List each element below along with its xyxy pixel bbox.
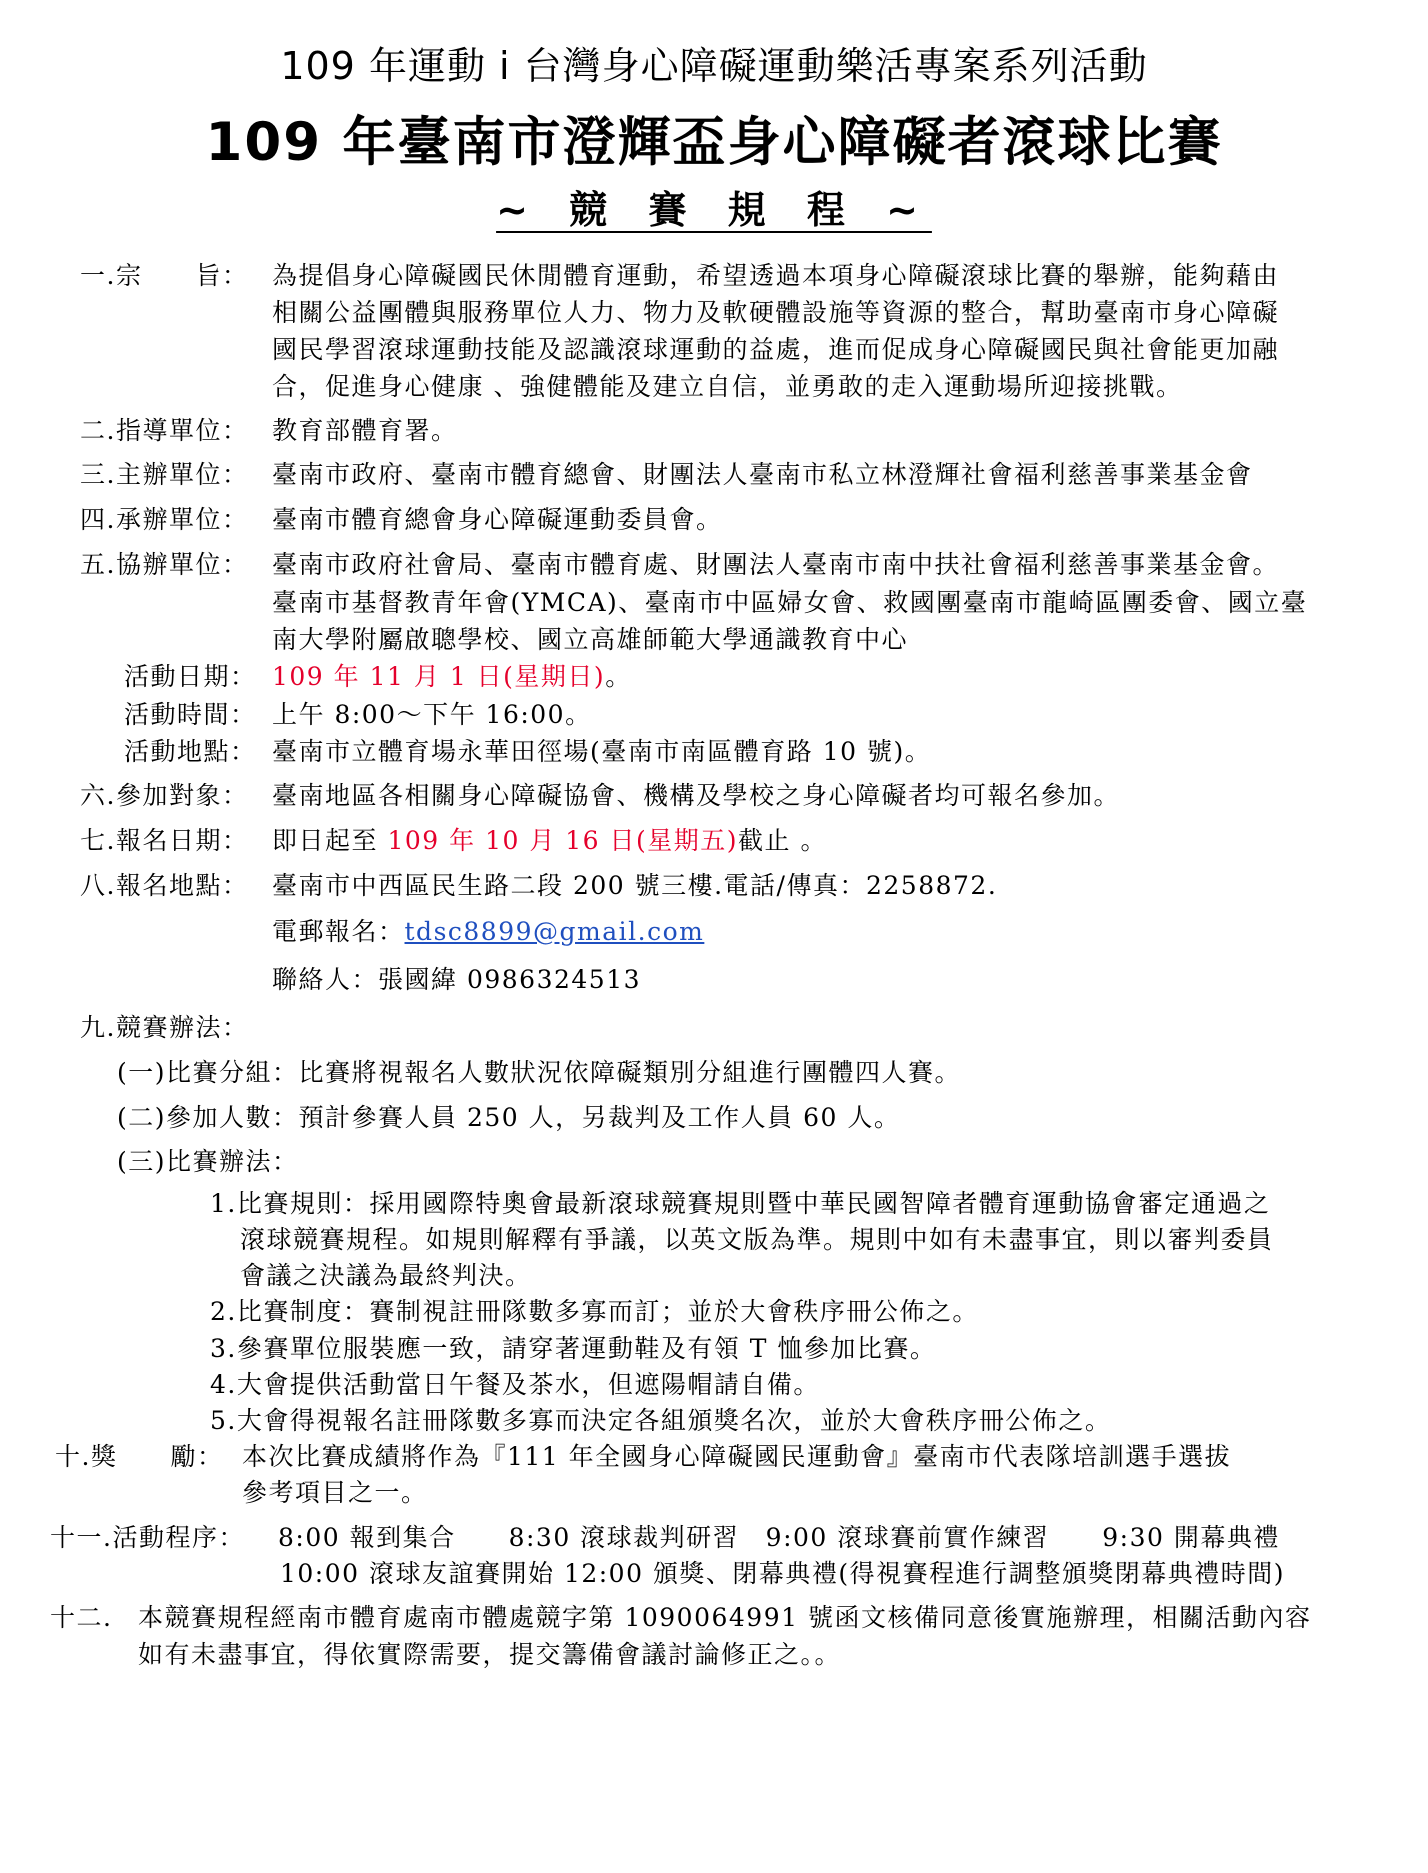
email-row: [272, 914, 704, 950]
method-participants: (二)參加人數：預計參賽人員 250 人，另裁判及工作人員 60 人。: [117, 1103, 901, 1132]
event-date-label: 活動日期：: [124, 662, 257, 691]
participants-label: 六.參加對象：: [80, 781, 249, 810]
registration-date-label: 七.報名日期：: [80, 826, 249, 855]
award-text-1: 本次比賽成績將作為『111 年全國身心障礙國民運動會』臺南市代表隊培訓選手選拔: [242, 1442, 1232, 1471]
purpose-text-3: 國民學習滾球運動技能及認識滾球運動的益處，進而促成身心障礙國民與社會能更加融: [272, 335, 1280, 364]
registration-deadline: 109 年 10 月 16 日(星期五): [387, 826, 739, 855]
contact-person: 聯絡人：張國緯 0986324513: [272, 965, 642, 994]
purpose-text-4: 合，促進身心健康 、強健體能及建立自信，並勇敢的走入運動場所迎接挑戰。: [272, 372, 1183, 401]
executor-label: 四.承辦單位：: [80, 505, 249, 534]
email-label: 電郵報名：: [272, 917, 405, 946]
co-organizer-text-2: 臺南市基督教青年會(YMCA)、臺南市中區婦女會、救國團臺南市龍崎區團委會、國立臺: [272, 588, 1308, 617]
purpose-text-2: 相關公益團體與服務單位人力、物力及軟硬體設施等資源的整合，幫助臺南市身心障礙: [272, 298, 1280, 327]
rule-1-line-2: 滾球競賽規程。如規則解釋有爭議，以英文版為準。規則中如有未盡事宜，則以審判委員: [240, 1225, 1274, 1254]
award-text-2: 參考項目之一。: [242, 1478, 428, 1507]
advisor-label: 二.指導單位：: [80, 416, 249, 445]
rule-1-line-3: 會議之決議為最終判決。: [240, 1261, 532, 1290]
event-series-title: 109 年運動 i 台灣身心障礙運動樂活專案系列活動: [280, 44, 1148, 88]
final-clause-text-1: 本競賽規程經南市體育處南市體處競字第 1090064991 號函文核備同意後實施辦理，相關活動內容: [138, 1603, 1312, 1632]
purpose-text-1: 為提倡身心障礙國民休閒體育運動，希望透過本項身心障礙滾球比賽的舉辦，能夠藉由: [272, 261, 1280, 290]
email-link[interactable]: tdsc8899@gmail.com: [404, 917, 705, 946]
program-text-1: 8:00 報到集合 8:30 滾球裁判研習 9:00 滾球賽前實作練習 9:30 開幕典禮: [278, 1523, 1280, 1552]
rule-2: 2.比賽制度：賽制視註冊隊數多寡而訂；並於大會秩序冊公佈之。: [210, 1297, 979, 1326]
co-organizer-label: 五.協辦單位：: [80, 550, 249, 579]
rule-5: 5.大會得視報名註冊隊數多寡而決定各組頒獎名次，並於大會秩序冊公佈之。: [210, 1406, 1112, 1435]
event-date-row: [272, 659, 632, 695]
advisor-text: 教育部體育署。: [272, 416, 458, 445]
event-time-label: 活動時間：: [124, 700, 257, 729]
participants-text: 臺南地區各相關身心障礙協會、機構及學校之身心障礙者均可報名參加。: [272, 781, 1121, 810]
section-heading-text: ~ 競 賽 規 程 ~: [496, 188, 932, 232]
executor-text: 臺南市體育總會身心障礙運動委員會。: [272, 505, 723, 534]
registration-place-label: 八.報名地點：: [80, 871, 249, 900]
organizer-label: 三.主辦單位：: [80, 460, 249, 489]
program-text-2: 10:00 滾球友誼賽開始 12:00 頒獎、閉幕典禮(得視賽程進行調整頒獎閉幕典禮時間): [280, 1559, 1285, 1588]
event-venue-label: 活動地點：: [124, 737, 257, 766]
co-organizer-text-3: 南大學附屬啟聰學校、國立高雄師範大學通識教育中心: [272, 625, 909, 654]
rule-1-line-1: 1.比賽規則：採用國際特奧會最新滾球競賽規則暨中華民國智障者體育運動協會審定通過之: [210, 1189, 1271, 1218]
method-rules-heading: (三)比賽辦法：: [117, 1147, 299, 1176]
program-label: 十一.活動程序：: [50, 1523, 245, 1552]
method-groups: (一)比賽分組：比賽將視報名人數狀況依障礙類別分組進行團體四人賽。: [117, 1058, 962, 1087]
event-time-value: 上午 8:00～下午 16:00。: [272, 700, 592, 729]
award-label: 十.獎 勵：: [55, 1442, 224, 1471]
rule-4: 4.大會提供活動當日午餐及茶水，但遮陽帽請自備。: [210, 1370, 820, 1399]
page-title: 109 年臺南市澄輝盃身心障礙者滾球比賽: [205, 112, 1223, 173]
registration-date-post: 截止 。: [738, 826, 827, 855]
event-date-end: 。: [605, 662, 632, 691]
competition-method-label: 九.競賽辦法：: [80, 1013, 249, 1042]
event-venue-value: 臺南市立體育場永華田徑場(臺南市南區體育路 10 號)。: [272, 737, 932, 766]
co-organizer-text-1: 臺南市政府社會局、臺南市體育處、財團法人臺南市南中扶社會福利慈善事業基金會。: [272, 550, 1280, 579]
section-heading: [0, 184, 1428, 236]
organizer-text: 臺南市政府、臺南市體育總會、財團法人臺南市私立林澄輝社會福利慈善事業基金會: [272, 460, 1253, 489]
registration-date-row: [272, 823, 827, 859]
rule-3: 3.參賽單位服裝應一致，請穿著運動鞋及有領 T 恤參加比賽。: [210, 1334, 937, 1363]
final-clause-label: 十二.: [50, 1603, 113, 1632]
event-date-value: 109 年 11 月 1 日(星期日): [272, 662, 606, 691]
registration-place-text: 臺南市中西區民生路二段 200 號三樓.電話/傳真：2258872.: [272, 871, 998, 900]
registration-date-pre: 即日起至: [272, 826, 388, 855]
final-clause-text-2: 如有未盡事宜，得依實際需要，提交籌備會議討論修正之。。: [138, 1640, 842, 1669]
purpose-label: 一.宗 旨：: [80, 261, 249, 290]
